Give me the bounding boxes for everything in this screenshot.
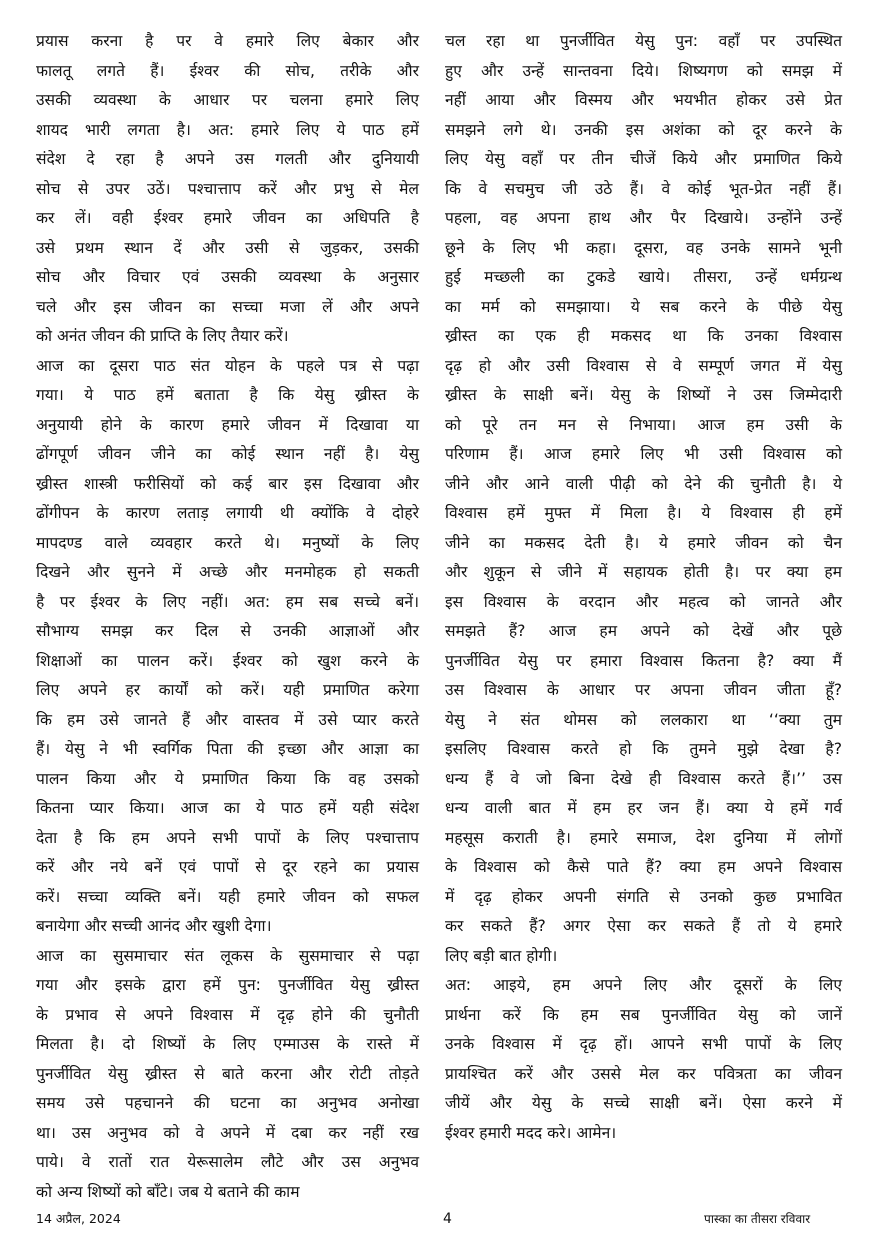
text-line: को अन्य शिष्यों को बाँटे। जब ये बताने की काम bbox=[36, 1182, 300, 1201]
text-line: लिए बड़ी बात होगी। bbox=[445, 946, 558, 965]
text-line: हुई मच्छली का टुकडे खाये। तीसरा, उन्हें धर्मग्रन्थ bbox=[445, 268, 842, 286]
text-line: प्रार्थना करें कि हम सब पुनर्जीवित येसु को जानें bbox=[445, 1005, 842, 1024]
right-column bbox=[445, 30, 842, 1180]
footer-date: 14 अप्रैल, 2024 bbox=[36, 1211, 121, 1226]
text-line: येसु ने संत थोमस को ललकारा था ‘‘क्या तुम bbox=[445, 710, 842, 729]
text-line: पाये। वे रातों रात येरूसालेम लौटे और उस अनुभव bbox=[36, 1153, 419, 1171]
text-line: के विश्वास को कैसे पाते हैं? क्या हम अपने विश्वास bbox=[445, 858, 842, 876]
text-line: उसकी व्यवस्था के आधार पर चलना हमारे लिए bbox=[36, 91, 419, 109]
text-line: में दृढ़ होकर अपनी संगति से उनको कुछ प्रभावित bbox=[445, 887, 842, 906]
text-line: उस विश्वास के आधार पर अपना जीवन जीता हूँ? bbox=[445, 681, 842, 699]
text-line: कि हम उसे जानते हैं और वास्तव में उसे प्यार करते bbox=[36, 710, 419, 729]
text-line: शायद भारी लगता है। अत: हमारे लिए ये पाठ हमें bbox=[36, 120, 419, 139]
text-line: गया और इसके द्वारा हमें पुन: पुनर्जीवित येसु ख्रीस्त bbox=[36, 976, 419, 994]
text-line: अनुयायी होने के कारण हमारे जीवन में दिखावा या bbox=[36, 415, 419, 434]
text-line: उसे प्रथम स्थान दें और उसी से जुड़कर, उसकी bbox=[36, 238, 419, 257]
text-line: अत: आइये, हम अपने लिए और दूसरों के लिए bbox=[445, 976, 842, 994]
text-line: उनके विश्वास में दृढ़ हों। आपने सभी पापों के लिए bbox=[445, 1035, 842, 1053]
text-line: पालन किया और ये प्रमाणित किया कि वह उसको bbox=[36, 769, 419, 788]
text-line: फालतू लगते हैं। ईश्वर की सोच, तरीके और bbox=[36, 61, 419, 80]
text-line: दृढ़ हो और उसी विश्वास से वे सम्पूर्ण जगत में येसु bbox=[445, 356, 842, 375]
text-line: को पूरे तन मन से निभाया। आज हम उसी के bbox=[445, 415, 842, 434]
text-line: चल रहा था पुनर्जीवित येसु पुन: वहाँ पर उपस्थित bbox=[445, 32, 842, 50]
text-line: का मर्म को समझाया। ये सब करने के पीछे येसु bbox=[445, 297, 842, 316]
text-line: परिणाम हैं। आज हमारे लिए भी उसी विश्वास को bbox=[445, 445, 842, 463]
text-line: जीने का मकसद देती है। ये हमारे जीवन को चैन bbox=[445, 533, 842, 552]
text-line: और शुकून से जीने में सहायक होती है। पर क्या हम bbox=[445, 563, 842, 581]
text-line: है पर ईश्वर के लिए नहीं। अत: हम सब सच्चे बनें। bbox=[36, 592, 419, 611]
text-line: समझने लगे थे। उनकी इस अशंका को दूर करने के bbox=[445, 120, 842, 139]
footer-title: पास्का का तीसरा रविवार bbox=[704, 1212, 811, 1226]
text-line: कर लें। वही ईश्वर हमारे जीवन का अधिपति है bbox=[36, 209, 419, 227]
text-line: जीने और आने वाली पीढ़ी को देने की चुनौती है। ये bbox=[445, 474, 842, 493]
text-line: मिलता है। दो शिष्यों के लिए एम्माउस के रास्ते में bbox=[36, 1035, 419, 1053]
text-line: नहीं आया और विस्मय और भयभीत होकर उसे प्रेत bbox=[445, 91, 842, 109]
text-line: ख्रीस्त के साक्षी बनें। येसु के शिष्यों ने उस जिम्मेदारी bbox=[445, 386, 842, 404]
page-number: 4 bbox=[443, 1211, 452, 1227]
text-line: बनायेगा और सच्ची आनंद और खुशी देगा। bbox=[36, 917, 272, 935]
text-line: लिए येसु वहाँ पर तीन चीजें किये और प्रमाणित किये bbox=[445, 150, 842, 168]
text-line: संदेश दे रहा है अपने उस गलती और दुनियायी bbox=[36, 150, 419, 168]
text-line: था। उस अनुभव को वे अपने में दबा कर नहीं रख bbox=[36, 1123, 419, 1142]
text-line: विश्वास हमें मुफ्त में मिला है। ये विश्वास ही हमें bbox=[445, 504, 842, 522]
text-line: पहला, वह अपना हाथ और पैर दिखाये। उन्होंने उन्हें bbox=[445, 209, 842, 227]
text-line: के प्रभाव से अपने विश्वास में दृढ़ होने की चुनौती bbox=[36, 1005, 419, 1024]
text-line: प्रयास करना है पर वे हमारे लिए बेकार और bbox=[36, 32, 419, 50]
text-line: इस विश्वास के वरदान और महत्व को जानते और bbox=[445, 592, 842, 611]
text-line: धन्य हैं वे जो बिना देखे ही विश्वास करते हैं।’’ उस bbox=[445, 769, 842, 788]
text-line: ख्रीस्त का एक ही मकसद था कि उनका विश्वास bbox=[445, 327, 842, 345]
text-line: करें। सच्चा व्यक्ति बनें। यही हमारे जीवन को सफल bbox=[36, 887, 419, 906]
text-line: कर सकते हैं? अगर ऐसा कर सकते हैं तो ये हमारे bbox=[445, 917, 842, 935]
text-line: हुए और उन्हें सान्तवना दिये। शिष्यगण को समझ में bbox=[445, 61, 842, 80]
text-line: आज का सुसमाचार संत लूकस के सुसमाचार से पढ़ा bbox=[36, 946, 419, 965]
text-line: छूने के लिए भी कहा। दूसरा, वह उनके सामने भूनी bbox=[445, 238, 842, 257]
text-line: चले और इस जीवन का सच्चा मजा लें और अपने bbox=[36, 297, 419, 316]
text-line: करें और नये बनें एवं पापों से दूर रहने का प्रयास bbox=[36, 858, 419, 876]
text-line: महसूस कराती है। हमारे समाज, देश दुनिया में लोगों bbox=[445, 828, 842, 847]
text-line: मापदण्ड वाले व्यवहार करते थे। मनुष्यों के लिए bbox=[36, 533, 419, 552]
text-line: पुनर्जीवित येसु पर हमारा विश्वास कितना है? क्या मैं bbox=[445, 651, 842, 670]
text-line: दिखने और सुनने में अच्छे और मनमोहक हो सकती bbox=[36, 563, 419, 581]
left-column bbox=[36, 30, 419, 1201]
text-line: लिए अपने हर कार्यों को करें। यही प्रमाणित करेगा bbox=[36, 681, 419, 699]
text-line: प्रायश्चित करें और उससे मेल कर पवित्रता का जीवन bbox=[445, 1064, 842, 1083]
text-line: ईश्वर हमारी मदद करे। आमेन। bbox=[445, 1123, 617, 1142]
text-line: ढोंगीपन के कारण लताड़ लगायी थी क्योंकि वे दोहरे bbox=[36, 504, 419, 522]
text-line: इसलिए विश्वास करते हो कि तुमने मुझे देखा है? bbox=[445, 740, 842, 758]
text-line: शिक्षाओं का पालन करें। ईश्वर को खुश करने के bbox=[36, 651, 419, 670]
text-line: को अनंत जीवन की प्राप्ति के लिए तैयार करें। bbox=[36, 327, 289, 345]
text-line: कि वे सचमुच जी उठे हैं। वे कोई भूत-प्रेत नहीं हैं। bbox=[445, 179, 842, 198]
text-line: कितना प्यार किया। आज का ये पाठ हमें यही संदेश bbox=[36, 799, 419, 817]
text-line: जीयें और येसु के सच्चे साक्षी बनें। ऐसा करने में bbox=[445, 1094, 842, 1112]
text-line: सौभाग्य समझ कर दिल से उनकी आज्ञाओं और bbox=[36, 622, 419, 640]
text-line: सोच से उपर उठें। पश्चात्ताप करें और प्रभु से मेल bbox=[36, 179, 419, 198]
text-line: पुनर्जीवित येसु ख्रीस्त से बाते करना और रोटी तोड़ते bbox=[36, 1064, 419, 1083]
text-line: धन्य वाली बात में हम हर जन हैं। क्या ये हमें गर्व bbox=[445, 799, 842, 817]
text-line: सोच और विचार एवं उसकी व्यवस्था के अनुसार bbox=[36, 268, 419, 286]
text-line: समझते हैं? आज हम अपने को देखें और पूछे bbox=[445, 622, 842, 640]
text-line: हैं। येसु ने भी स्वर्गिक पिता की इच्छा और आज्ञा का bbox=[36, 740, 419, 758]
text-line: ढोंगपूर्ण जीवन जीने का कोई स्थान नहीं है। येसु bbox=[36, 445, 419, 463]
text-line: आज का दूसरा पाठ संत योहन के पहले पत्र से पढ़ा bbox=[36, 356, 419, 375]
text-line: देता है कि हम अपने सभी पापों के लिए पश्चात्ताप bbox=[36, 828, 419, 847]
text-line: ख्रीस्त शास्त्री फरीसियों को कई बार इस दिखावा और bbox=[36, 474, 419, 493]
text-line: समय उसे पहचानने की घटना का अनुभव अनोखा bbox=[36, 1094, 419, 1112]
text-line: गया। ये पाठ हमें बताता है कि येसु ख्रीस्त के bbox=[36, 386, 419, 404]
